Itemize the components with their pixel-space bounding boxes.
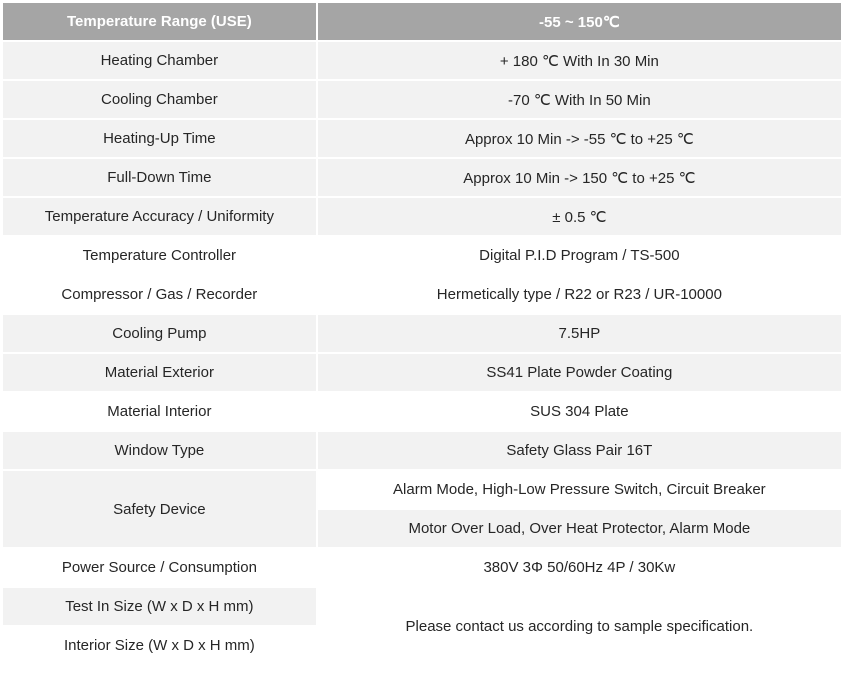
row-label: Heating-Up Time — [3, 120, 316, 157]
row-label: Full-Down Time — [3, 159, 316, 196]
row-value: 380V 3Φ 50/60Hz 4P / 30Kw — [318, 549, 841, 586]
table-row — [3, 159, 841, 196]
table-row — [3, 81, 841, 118]
table-row — [3, 315, 841, 352]
row-value: + 180 ℃ With In 30 Min — [318, 42, 841, 79]
table-row — [3, 42, 841, 79]
header-value: -55 ~ 150℃ — [318, 3, 841, 40]
table-row — [3, 549, 841, 586]
row-value: Approx 10 Min -> 150 ℃ to +25 ℃ — [318, 159, 841, 196]
row-value: Approx 10 Min -> -55 ℃ to +25 ℃ — [318, 120, 841, 157]
row-value: Safety Glass Pair 16T — [318, 432, 841, 469]
row-label: Compressor / Gas / Recorder — [3, 276, 316, 313]
row-value: 7.5HP — [318, 315, 841, 352]
row-value: SUS 304 Plate — [318, 393, 841, 430]
row-label: Window Type — [3, 432, 316, 469]
size-value: Please contact us according to sample specification. — [318, 588, 841, 664]
table-row — [3, 354, 841, 391]
safety-value: Alarm Mode, High-Low Pressure Switch, Circuit Breaker — [318, 471, 841, 508]
table-row — [3, 276, 841, 313]
table-row — [3, 393, 841, 430]
spec-table — [1, 1, 843, 666]
row-value: SS41 Plate Powder Coating — [318, 354, 841, 391]
table-row — [3, 198, 841, 235]
row-label: Temperature Accuracy / Uniformity — [3, 198, 316, 235]
row-value: Digital P.I.D Program / TS-500 — [318, 237, 841, 274]
safety-label: Safety Device — [3, 471, 316, 547]
row-label: Cooling Pump — [3, 315, 316, 352]
row-label: Temperature Controller — [3, 237, 316, 274]
table-header-row — [3, 3, 841, 40]
table-row — [3, 120, 841, 157]
row-label: Power Source / Consumption — [3, 549, 316, 586]
row-label: Cooling Chamber — [3, 81, 316, 118]
row-label: Material Exterior — [3, 354, 316, 391]
table-row — [3, 432, 841, 469]
row-label: Material Interior — [3, 393, 316, 430]
row-value: Hermetically type / R22 or R23 / UR-10000 — [318, 276, 841, 313]
row-value: -70 ℃ With In 50 Min — [318, 81, 841, 118]
row-value: ± 0.5 ℃ — [318, 198, 841, 235]
table-row-size — [3, 588, 841, 625]
row-label: Interior Size (W x D x H mm) — [3, 627, 316, 664]
row-label: Heating Chamber — [3, 42, 316, 79]
safety-value: Motor Over Load, Over Heat Protector, Alarm Mode — [318, 510, 841, 547]
table-row — [3, 237, 841, 274]
row-label: Test In Size (W x D x H mm) — [3, 588, 316, 625]
header-label: Temperature Range (USE) — [3, 3, 316, 40]
table-row-safety — [3, 471, 841, 508]
